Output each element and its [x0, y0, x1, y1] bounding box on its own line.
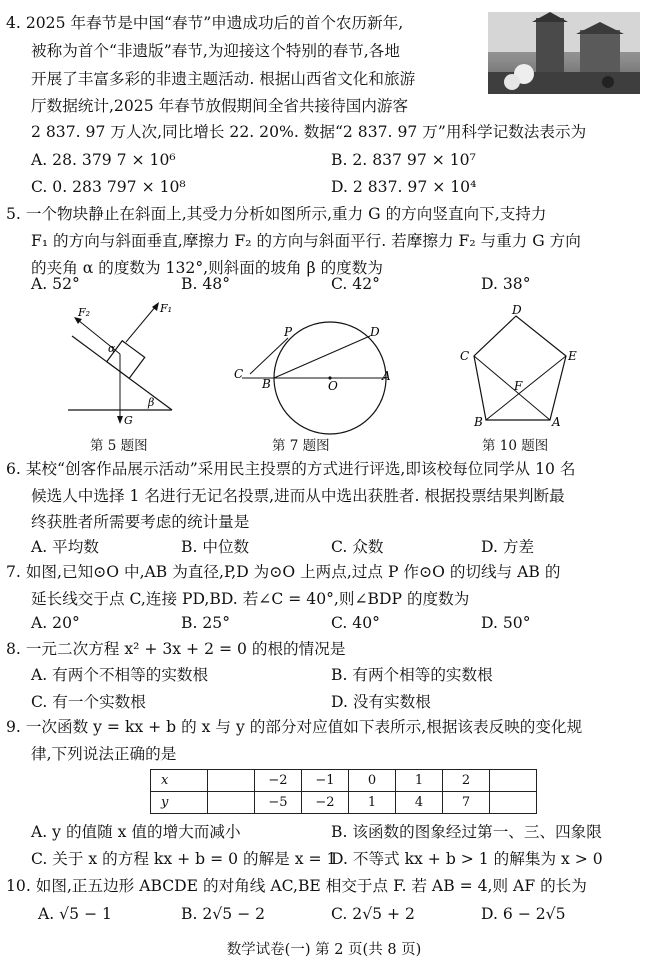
q9-option-c: C. 关于 x 的方程 kx + b = 0 的解是 x = 1: [31, 850, 337, 868]
fig10-label-b: B: [474, 415, 483, 428]
q7-option-d: D. 50°: [481, 614, 531, 632]
table-head-y: y: [151, 792, 208, 814]
q7-option-a: A. 20°: [31, 614, 80, 632]
q5-option-b: B. 48°: [181, 275, 231, 293]
q6-line-1: 6. 某校“创客作品展示活动”采用民主投票的方式进行评选,即该校每位同学从 10 名: [6, 460, 576, 478]
q10-option-d: D. 6 − 2√5: [481, 905, 566, 923]
fig7-label-b: B: [262, 377, 271, 391]
q9-value-table: [150, 769, 537, 814]
q4-line-5: 2 837. 97 万人次,同比增长 22. 20%. 数据“2 837. 97 万”用科学记数法表示为: [31, 123, 587, 141]
q4-line-2: 被称为首个“非遗版”春节,为迎接这个特别的春节,各地: [31, 42, 400, 60]
q6-option-c: C. 众数: [331, 538, 384, 556]
q8-option-a: A. 有两个不相等的实数根: [31, 666, 209, 684]
q5-line-3: 的夹角 α 的度数为 132°,则斜面的坡角 β 的度数为: [31, 259, 383, 277]
q8-option-b: B. 有两个相等的实数根: [331, 666, 493, 684]
fig10-label-f: F: [514, 379, 523, 393]
q5-line-1: 5. 一个物块静止在斜面上,其受力分析如图所示,重力 G 的方向竖直向下,支持力: [6, 205, 547, 223]
table-cell: 7: [443, 792, 490, 814]
fig7-label-c: C: [234, 367, 244, 381]
table-cell: 4: [396, 792, 443, 814]
table-cell: 0: [349, 770, 396, 792]
table-cell: [490, 792, 537, 814]
table-cell: −5: [255, 792, 302, 814]
table-cell: −1: [302, 770, 349, 792]
table-cell: [208, 770, 255, 792]
fig10-caption: 第 10 题图: [482, 438, 549, 454]
fig7-label-p: P: [284, 325, 293, 339]
q10-option-a: A. √5 − 1: [38, 905, 112, 923]
table-cell: [490, 770, 537, 792]
q4-line-3: 开展了丰富多彩的非遗主题活动. 根据山西省文化和旅游: [31, 70, 416, 88]
q10-line-1: 10. 如图,正五边形 ABCDE 的对角线 AC,BE 相交于点 F. 若 AB = 4,则 AF 的长为: [6, 877, 587, 895]
fig5-label-g: G: [124, 414, 133, 427]
table-row: [151, 792, 537, 814]
q7-option-b: B. 25°: [181, 614, 231, 632]
fig5-caption: 第 5 题图: [90, 438, 148, 454]
fig10-label-e: E: [568, 349, 577, 363]
q8-option-d: D. 没有实数根: [331, 693, 431, 711]
q6-line-2: 候选人中选择 1 名进行无记名投票,进而从中选出获胜者. 根据投票结果判断最: [31, 487, 565, 505]
table-cell: −2: [255, 770, 302, 792]
table-cell: 1: [349, 792, 396, 814]
q7-option-c: C. 40°: [331, 614, 380, 632]
table-cell: 2: [443, 770, 490, 792]
table-cell: −2: [302, 792, 349, 814]
q4-option-a: A. 28. 379 7 × 10⁶: [31, 151, 176, 169]
q8-option-c: C. 有一个实数根: [31, 693, 146, 711]
q9-line-1: 9. 一次函数 y = kx + b 的 x 与 y 的部分对应值如下表所示,根据该表反映的变化规: [6, 718, 583, 736]
q4-line-4: 厅数据统计,2025 年春节放假期间全省共接待国内游客: [31, 97, 409, 115]
fig7-label-a: A: [382, 369, 391, 383]
spring-festival-photo: [488, 12, 640, 94]
q10-option-b: B. 2√5 − 2: [181, 905, 266, 923]
fig5-label-alpha: α: [108, 342, 116, 355]
q6-line-3: 终获胜者所需要考虑的统计量是: [31, 513, 250, 531]
q4-option-c: C. 0. 283 797 × 10⁸: [31, 178, 186, 196]
fig10-label-c: C: [460, 349, 470, 363]
q7-line-1: 7. 如图,已知⊙O 中,AB 为直径,P,D 为⊙O 上两点,过点 P 作⊙O 的切线与 AB 的: [6, 563, 561, 581]
q9-line-2: 律,下列说法正确的是: [31, 745, 177, 763]
q9-option-a: A. y 的值随 x 值的增大而减小: [31, 823, 241, 841]
fig7-caption: 第 7 题图: [272, 438, 330, 454]
table-head-x: x: [151, 770, 208, 792]
table-cell: [208, 792, 255, 814]
q4-option-d: D. 2 837. 97 × 10⁴: [331, 178, 477, 196]
table-cell: 1: [396, 770, 443, 792]
q5-option-c: C. 42°: [331, 275, 380, 293]
fig5-label-beta: β: [148, 396, 155, 409]
q9-option-d: D. 不等式 kx + b > 1 的解集为 x > 0: [331, 850, 603, 868]
q7-line-2: 延长线交于点 C,连接 PD,BD. 若∠C = 40°,则∠BDP 的度数为: [31, 590, 470, 608]
fig10-label-d: D: [512, 304, 522, 317]
q4-line-1: 4. 2025 年春节是中国“春节”申遗成功后的首个农历新年,: [6, 14, 404, 32]
fig7-label-d: D: [370, 325, 380, 339]
q6-option-b: B. 中位数: [181, 538, 250, 556]
page-footer: 数学试卷(一) 第 2 页(共 8 页): [226, 942, 422, 958]
figure-10-pentagon: [448, 304, 588, 428]
q5-line-2: F₁ 的方向与斜面垂直,摩擦力 F₂ 的方向与斜面平行. 若摩擦力 F₂ 与重力 G 方向: [31, 232, 581, 250]
fig7-label-o: O: [328, 379, 338, 393]
q6-option-a: A. 平均数: [31, 538, 99, 556]
q4-option-b: B. 2. 837 97 × 10⁷: [331, 151, 476, 169]
figure-7-circle: [228, 312, 398, 436]
figure-5-incline: [60, 300, 190, 430]
q5-option-d: D. 38°: [481, 275, 531, 293]
q6-option-d: D. 方差: [481, 538, 535, 556]
fig5-label-f1: F₁: [160, 302, 173, 315]
q9-option-b: B. 该函数的图象经过第一、三、四象限: [331, 823, 602, 841]
table-row: [151, 770, 537, 792]
q8-line-1: 8. 一元二次方程 x² + 3x + 2 = 0 的根的情况是: [6, 640, 346, 658]
q10-option-c: C. 2√5 + 2: [331, 905, 415, 923]
fig10-label-a: A: [552, 415, 561, 428]
q5-option-a: A. 52°: [31, 275, 80, 293]
fig5-label-f2: F₂: [78, 306, 91, 319]
